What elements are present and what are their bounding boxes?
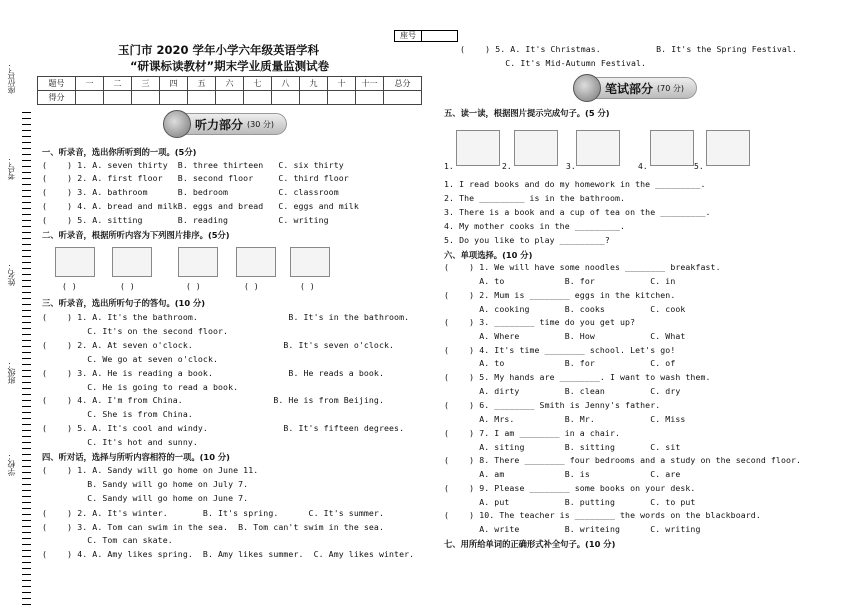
sort-answer-slot[interactable]: ( ) [244, 282, 259, 291]
question-line: ( ) 3. ________ time do you get up? [444, 317, 636, 327]
margin-label-id: 考号： [7, 156, 16, 180]
picture-number: 2. [502, 162, 512, 171]
score-cell[interactable] [160, 91, 188, 105]
question-line: ( ) 6. ________ Smith is Jenny's father. [444, 400, 661, 410]
writing-title: 笔试部分 [605, 81, 654, 96]
score-table-header-cell: 二 [104, 77, 132, 91]
picture-cards [706, 130, 750, 166]
margin-label-class: 班级： [7, 360, 16, 384]
question-line: 1. I read books and do my homework in the _________. [444, 179, 706, 189]
question-line: ( ) 2. A. It's winter. B. It's spring. C. It's summer. [42, 508, 384, 518]
score-table-header-row [38, 77, 422, 91]
score-cell[interactable] [244, 91, 272, 105]
picture-number: 4. [638, 162, 648, 171]
score-table-header-cell: 总分 [384, 77, 422, 91]
sort-answer-slot[interactable]: ( ) [300, 282, 315, 291]
question-line: A. cooking B. cooks C. cook [444, 304, 686, 314]
picture-number: 5. [694, 162, 704, 171]
question-line: ( ) 8. There ________ four bedrooms and a study on the second floor. [444, 455, 802, 465]
score-table-header-cell: 三 [132, 77, 160, 91]
question-line: ( ) 7. I am ________ in a chair. [444, 428, 621, 438]
score-table-header-cell: 一 [76, 77, 104, 91]
question-line: ( ) 3. A. Tom can swim in the sea. B. Tom can't swim in the sea. [42, 522, 384, 532]
question-line: C. Sandy will go home on June 7. [42, 493, 249, 503]
section-heading: 五、读一读，根据图片提示完成句子。(5 分) [444, 108, 610, 118]
score-table-header-cell: 题号 [38, 77, 76, 91]
writing-score: (70 分) [657, 83, 684, 93]
question-line: ( ) 5. A. It's cool and windy. B. It's fifteen degrees. [42, 423, 405, 433]
question-line: 4. My mother cooks in the _________. [444, 221, 626, 231]
picture-boy-writing [236, 247, 276, 277]
question-line: 3. There is a book and a cup of tea on the _________. [444, 207, 711, 217]
listening-title: 听力部分 [195, 117, 244, 132]
question-line: 2. The _________ is in the bathroom. [444, 193, 626, 203]
exam-title-line2: “研课标读教材”期末学业质量监测试卷 [130, 59, 330, 73]
picture-desk-with-book [576, 130, 620, 166]
question-line: C. We go at seven o'clock. [42, 354, 219, 364]
picture-number: 1. [444, 162, 454, 171]
score-row-label: 得分 [38, 91, 76, 105]
score-cell[interactable] [356, 91, 384, 105]
score-cell[interactable] [384, 91, 422, 105]
section-heading: 六、单项选择。(10 分) [444, 250, 533, 260]
question-line: ( ) 2. A. first floor B. second floor C. third floor [42, 173, 349, 183]
question-line: A. to B. for C. in [444, 276, 676, 286]
question-line: ( ) 5. A. sitting B. reading C. writing [42, 215, 329, 225]
listening-score: (30 分) [247, 119, 274, 129]
score-table-score-row [38, 91, 422, 105]
margin-label-seat: 座位号： [7, 62, 16, 94]
question-line: ( ) 1. A. seven thirty B. three thirteen C. six thirty [42, 160, 344, 170]
question-line: C. Tom can skate. [42, 535, 173, 545]
section-heading: 四、听对话，选择与所听内容相符的一项。(10 分) [42, 452, 230, 462]
picture-number: 3. [566, 162, 576, 171]
question-line: ( ) 1. A. It's the bathroom. B. It's in the bathroom. [42, 312, 410, 322]
section-heading: 七、用所给单词的正确形式补全句子。(10 分) [444, 539, 616, 549]
score-cell[interactable] [76, 91, 104, 105]
question-line: C. It's on the second floor. [42, 326, 229, 336]
score-cell[interactable] [272, 91, 300, 105]
score-cell[interactable] [300, 91, 328, 105]
score-cell[interactable] [188, 91, 216, 105]
question-line: ( ) 4. A. Amy likes spring. B. Amy likes summer. C. Amy likes winter. [42, 549, 415, 559]
binding-margin [0, 52, 32, 608]
question-line: C. It's Mid-Autumn Festival. [460, 58, 647, 68]
score-table-header-cell: 四 [160, 77, 188, 91]
score-table-header-cell: 五 [188, 77, 216, 91]
question-line: C. She is from China. [42, 409, 193, 419]
picture-study-room [456, 130, 500, 166]
question-line: ( ) 3. A. He is reading a book. B. He reads a book. [42, 368, 384, 378]
score-table-header-cell: 七 [244, 77, 272, 91]
score-cell[interactable] [132, 91, 160, 105]
question-line: B. Sandy will go home on July 7. [42, 479, 249, 489]
section-heading: 二、听录音，根据所听内容为下列图片排序。(5分) [42, 230, 230, 240]
margin-label-school: 学校： [7, 452, 16, 476]
seat-number-box [394, 30, 458, 42]
picture-sleeping [290, 247, 330, 277]
question-line: ( ) 5. A. It's Christmas. B. It's the Spring Festival. [460, 44, 797, 54]
sort-answer-slot[interactable]: ( ) [120, 282, 135, 291]
score-table-header-cell: 十一 [356, 77, 384, 91]
question-line: A. Where B. How C. What [444, 331, 686, 341]
question-line: ( ) 4. A. I'm from China. B. He is from Beijing. [42, 395, 384, 405]
section-heading: 三、听录音，选出所听句子的答句。(10 分) [42, 298, 206, 308]
margin-label-name: 姓名： [7, 262, 16, 286]
question-line: ( ) 1. A. Sandy will go home on June 11. [42, 465, 259, 475]
question-line: A. Mrs. B. Mr. C. Miss [444, 414, 686, 424]
picture-kitchen [650, 130, 694, 166]
question-line: ( ) 3. A. bathroom B. bedroom C. classroom [42, 187, 339, 197]
exam-title-line1: 玉门市 2020 学年小学六年级英语学科 [118, 43, 320, 57]
question-line: 5. Do you like to play _________? [444, 235, 610, 245]
question-line: A. write B. writeing C. writing [444, 524, 701, 534]
picture-kids-at-desk [178, 247, 218, 277]
binding-ticks [22, 112, 31, 608]
score-table-header-cell: 八 [272, 77, 300, 91]
question-line: C. It's hot and sunny. [42, 437, 198, 447]
writing-banner [578, 76, 697, 100]
question-line: ( ) 1. We will have some noodles ________ breakfast. [444, 262, 721, 272]
question-line: ( ) 2. Mum is ________ eggs in the kitchen. [444, 290, 676, 300]
seat-label: 座号 [400, 31, 416, 40]
question-line: A. siting B. sitting C. sit [444, 442, 681, 452]
section-heading: 一、听录音，选出你所听到的一项。(5分) [42, 147, 197, 157]
score-table-header-cell: 十 [328, 77, 356, 91]
question-line: C. He is going to read a book. [42, 382, 239, 392]
question-line: ( ) 2. A. At seven o'clock. B. It's seven o'clock. [42, 340, 395, 350]
seat-input-box[interactable] [421, 31, 457, 41]
question-line: A. am B. is C. are [444, 469, 681, 479]
pen-icon [573, 74, 601, 102]
score-cell[interactable] [104, 91, 132, 105]
question-line: ( ) 9. Please ________ some books on your desk. [444, 483, 696, 493]
question-line: A. dirty B. clean C. dry [444, 386, 681, 396]
headphone-icon [163, 110, 191, 138]
score-cell[interactable] [216, 91, 244, 105]
question-line: ( ) 4. A. bread and milkB. eggs and bread C. eggs and milk [42, 201, 359, 211]
picture-girl-reading [55, 247, 95, 277]
picture-toilet [514, 130, 558, 166]
question-line: A. to B. for C. of [444, 358, 676, 368]
picture-bus [112, 247, 152, 277]
score-cell[interactable] [328, 91, 356, 105]
question-line: ( ) 5. My hands are ________. I want to wash them. [444, 372, 711, 382]
question-line: ( ) 10. The teacher is ________ the words on the blackboard. [444, 510, 761, 520]
score-table-header-cell: 六 [216, 77, 244, 91]
listening-banner [168, 112, 287, 136]
score-table [37, 76, 422, 105]
question-line: ( ) 4. It's time ________ school. Let's go! [444, 345, 676, 355]
question-line: A. put B. putting C. to put [444, 497, 696, 507]
score-table-header-cell: 九 [300, 77, 328, 91]
sort-answer-slot[interactable]: ( ) [62, 282, 77, 291]
sort-answer-slot[interactable]: ( ) [186, 282, 201, 291]
